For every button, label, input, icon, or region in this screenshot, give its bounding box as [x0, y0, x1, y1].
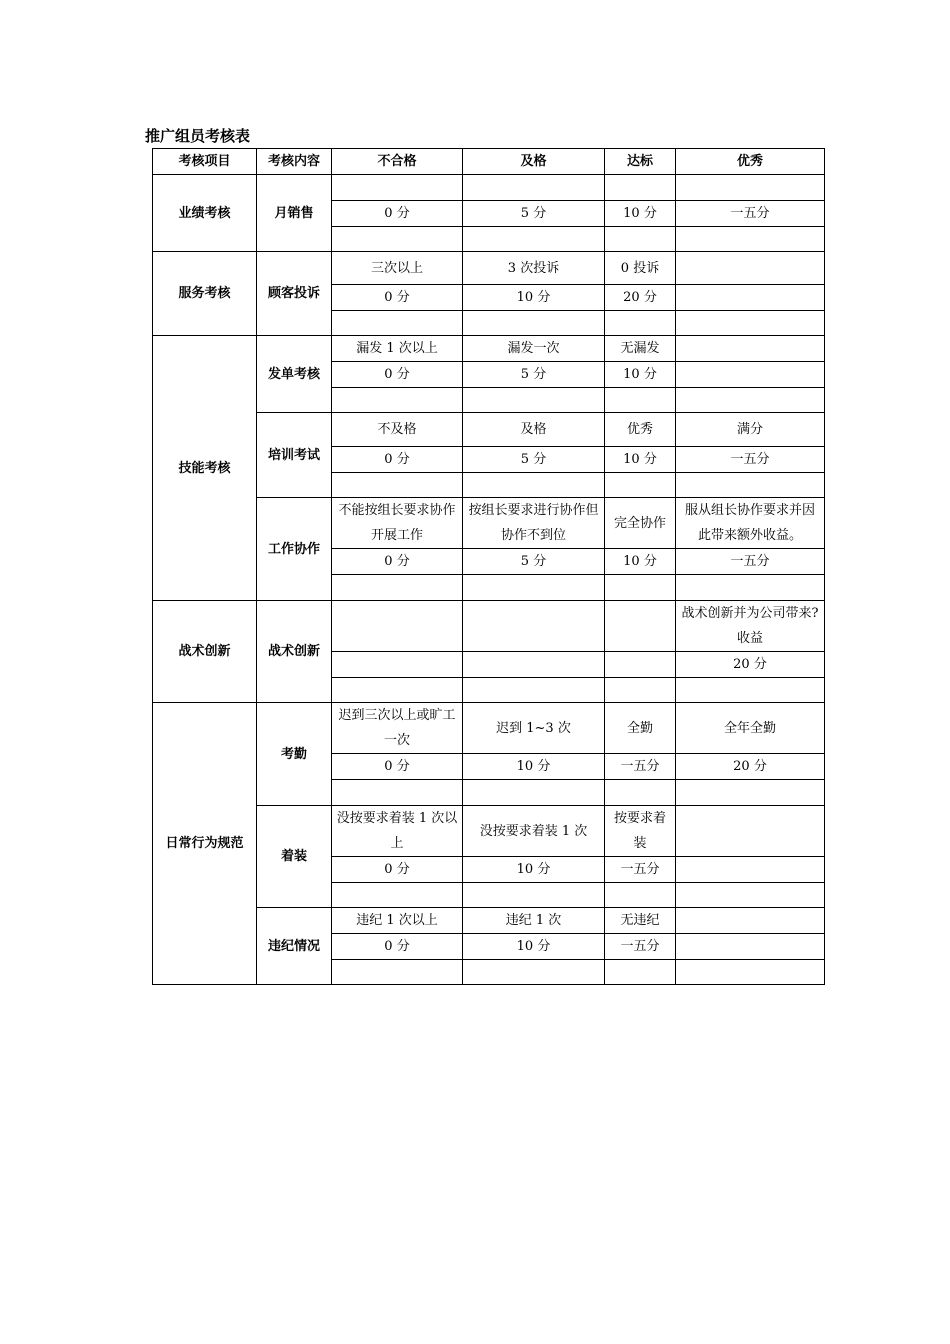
score-cell: 20 分	[676, 652, 825, 678]
score-cell	[463, 388, 605, 413]
score-cell	[676, 780, 825, 806]
header-cell: 达标	[605, 149, 676, 175]
score-cell	[676, 883, 825, 908]
score-cell: 及格	[463, 413, 605, 447]
score-cell	[676, 175, 825, 201]
score-cell: 10 分	[463, 285, 605, 311]
score-cell: 违纪 1 次	[463, 908, 605, 934]
score-cell	[332, 473, 463, 498]
score-cell: 按组长要求进行协作但协作不到位	[463, 498, 605, 549]
score-cell: 20 分	[605, 285, 676, 311]
score-cell: 不能按组长要求协作开展工作	[332, 498, 463, 549]
score-cell: 0 分	[332, 447, 463, 473]
score-cell: 10 分	[463, 934, 605, 960]
header-row	[153, 149, 825, 175]
score-cell: 迟到 1~3 次	[463, 703, 605, 754]
score-cell: 0 分	[332, 285, 463, 311]
score-cell: 5 分	[463, 549, 605, 575]
score-cell: 优秀	[605, 413, 676, 447]
score-cell	[605, 227, 676, 252]
score-cell: 战术创新并为公司带来?收益	[676, 601, 825, 652]
page-title: 推广组员考核表	[145, 127, 251, 145]
score-cell: 按要求着装	[605, 806, 676, 857]
score-cell: 全年全勤	[676, 703, 825, 754]
score-cell: 一五分	[605, 934, 676, 960]
score-cell	[332, 388, 463, 413]
score-cell: 0 分	[332, 934, 463, 960]
table-body	[153, 149, 825, 985]
score-cell	[676, 934, 825, 960]
table-row	[153, 252, 825, 285]
score-cell	[463, 960, 605, 985]
score-cell: 漏发 1 次以上	[332, 336, 463, 362]
score-cell: 0 分	[332, 754, 463, 780]
score-cell	[332, 652, 463, 678]
score-cell: 3 次投诉	[463, 252, 605, 285]
category-cell: 服务考核	[153, 252, 257, 336]
score-cell	[463, 883, 605, 908]
score-cell	[463, 311, 605, 336]
score-cell	[605, 883, 676, 908]
score-cell	[332, 311, 463, 336]
category-cell: 技能考核	[153, 336, 257, 601]
score-cell: 5 分	[463, 447, 605, 473]
header-cell: 及格	[463, 149, 605, 175]
score-cell	[332, 678, 463, 703]
score-cell	[332, 883, 463, 908]
score-cell	[463, 175, 605, 201]
score-cell: 全勤	[605, 703, 676, 754]
score-cell	[676, 252, 825, 285]
header-cell: 不合格	[332, 149, 463, 175]
score-cell	[605, 311, 676, 336]
score-cell	[605, 678, 676, 703]
score-cell	[332, 960, 463, 985]
score-cell: 满分	[676, 413, 825, 447]
score-cell: 5 分	[463, 362, 605, 388]
table-row	[153, 601, 825, 652]
score-cell: 一五分	[676, 447, 825, 473]
score-cell: 服从组长协作要求并因此带来额外收益。	[676, 498, 825, 549]
score-cell	[676, 227, 825, 252]
score-cell: 0 分	[332, 857, 463, 883]
score-cell: 违纪 1 次以上	[332, 908, 463, 934]
category-cell: 战术创新	[153, 601, 257, 703]
score-cell	[463, 652, 605, 678]
score-cell: 20 分	[676, 754, 825, 780]
item-cell: 培训考试	[257, 413, 332, 498]
score-cell	[463, 601, 605, 652]
score-cell	[676, 336, 825, 362]
score-cell: 一五分	[676, 201, 825, 227]
score-cell: 0 分	[332, 362, 463, 388]
score-cell	[605, 175, 676, 201]
score-cell: 0 投诉	[605, 252, 676, 285]
score-cell: 0 分	[332, 549, 463, 575]
score-cell	[605, 960, 676, 985]
score-cell: 漏发一次	[463, 336, 605, 362]
score-cell: 完全协作	[605, 498, 676, 549]
score-cell: 10 分	[605, 362, 676, 388]
item-cell: 工作协作	[257, 498, 332, 601]
header-cell: 考核项目	[153, 149, 257, 175]
score-cell	[605, 652, 676, 678]
score-cell	[676, 362, 825, 388]
score-cell	[676, 473, 825, 498]
score-cell	[676, 857, 825, 883]
table-row	[153, 175, 825, 201]
score-cell: 无漏发	[605, 336, 676, 362]
score-cell	[463, 678, 605, 703]
score-cell: 10 分	[605, 201, 676, 227]
score-cell	[332, 575, 463, 601]
score-cell	[676, 311, 825, 336]
score-cell	[463, 780, 605, 806]
score-cell	[676, 575, 825, 601]
item-cell: 违纪情况	[257, 908, 332, 985]
score-cell	[676, 678, 825, 703]
item-cell: 月销售	[257, 175, 332, 252]
item-cell: 着装	[257, 806, 332, 908]
score-cell: 10 分	[605, 447, 676, 473]
score-cell: 三次以上	[332, 252, 463, 285]
score-cell	[332, 601, 463, 652]
score-cell	[676, 806, 825, 857]
score-cell	[676, 388, 825, 413]
category-cell: 业绩考核	[153, 175, 257, 252]
table-row	[153, 703, 825, 754]
score-cell: 一五分	[605, 754, 676, 780]
score-cell: 5 分	[463, 201, 605, 227]
table-row	[153, 336, 825, 362]
header-cell: 考核内容	[257, 149, 332, 175]
score-cell	[332, 780, 463, 806]
header-cell: 优秀	[676, 149, 825, 175]
score-cell: 10 分	[463, 857, 605, 883]
score-cell	[332, 227, 463, 252]
score-cell: 10 分	[605, 549, 676, 575]
score-cell: 没按要求着装 1 次以上	[332, 806, 463, 857]
score-cell	[676, 908, 825, 934]
score-cell	[463, 473, 605, 498]
item-cell: 考勤	[257, 703, 332, 806]
score-cell: 一五分	[605, 857, 676, 883]
item-cell: 顾客投诉	[257, 252, 332, 336]
score-cell	[332, 175, 463, 201]
item-cell: 战术创新	[257, 601, 332, 703]
score-cell: 不及格	[332, 413, 463, 447]
score-cell	[605, 780, 676, 806]
score-cell	[463, 227, 605, 252]
score-cell	[676, 960, 825, 985]
score-cell: 迟到三次以上或旷工一次	[332, 703, 463, 754]
score-cell	[605, 388, 676, 413]
item-cell: 发单考核	[257, 336, 332, 413]
score-cell	[605, 575, 676, 601]
assessment-table	[152, 148, 825, 985]
score-cell	[676, 285, 825, 311]
score-cell: 没按要求着装 1 次	[463, 806, 605, 857]
score-cell	[605, 473, 676, 498]
score-cell: 一五分	[676, 549, 825, 575]
score-cell: 无违纪	[605, 908, 676, 934]
score-cell: 10 分	[463, 754, 605, 780]
score-cell	[463, 575, 605, 601]
score-cell: 0 分	[332, 201, 463, 227]
category-cell: 日常行为规范	[153, 703, 257, 985]
score-cell	[605, 601, 676, 652]
